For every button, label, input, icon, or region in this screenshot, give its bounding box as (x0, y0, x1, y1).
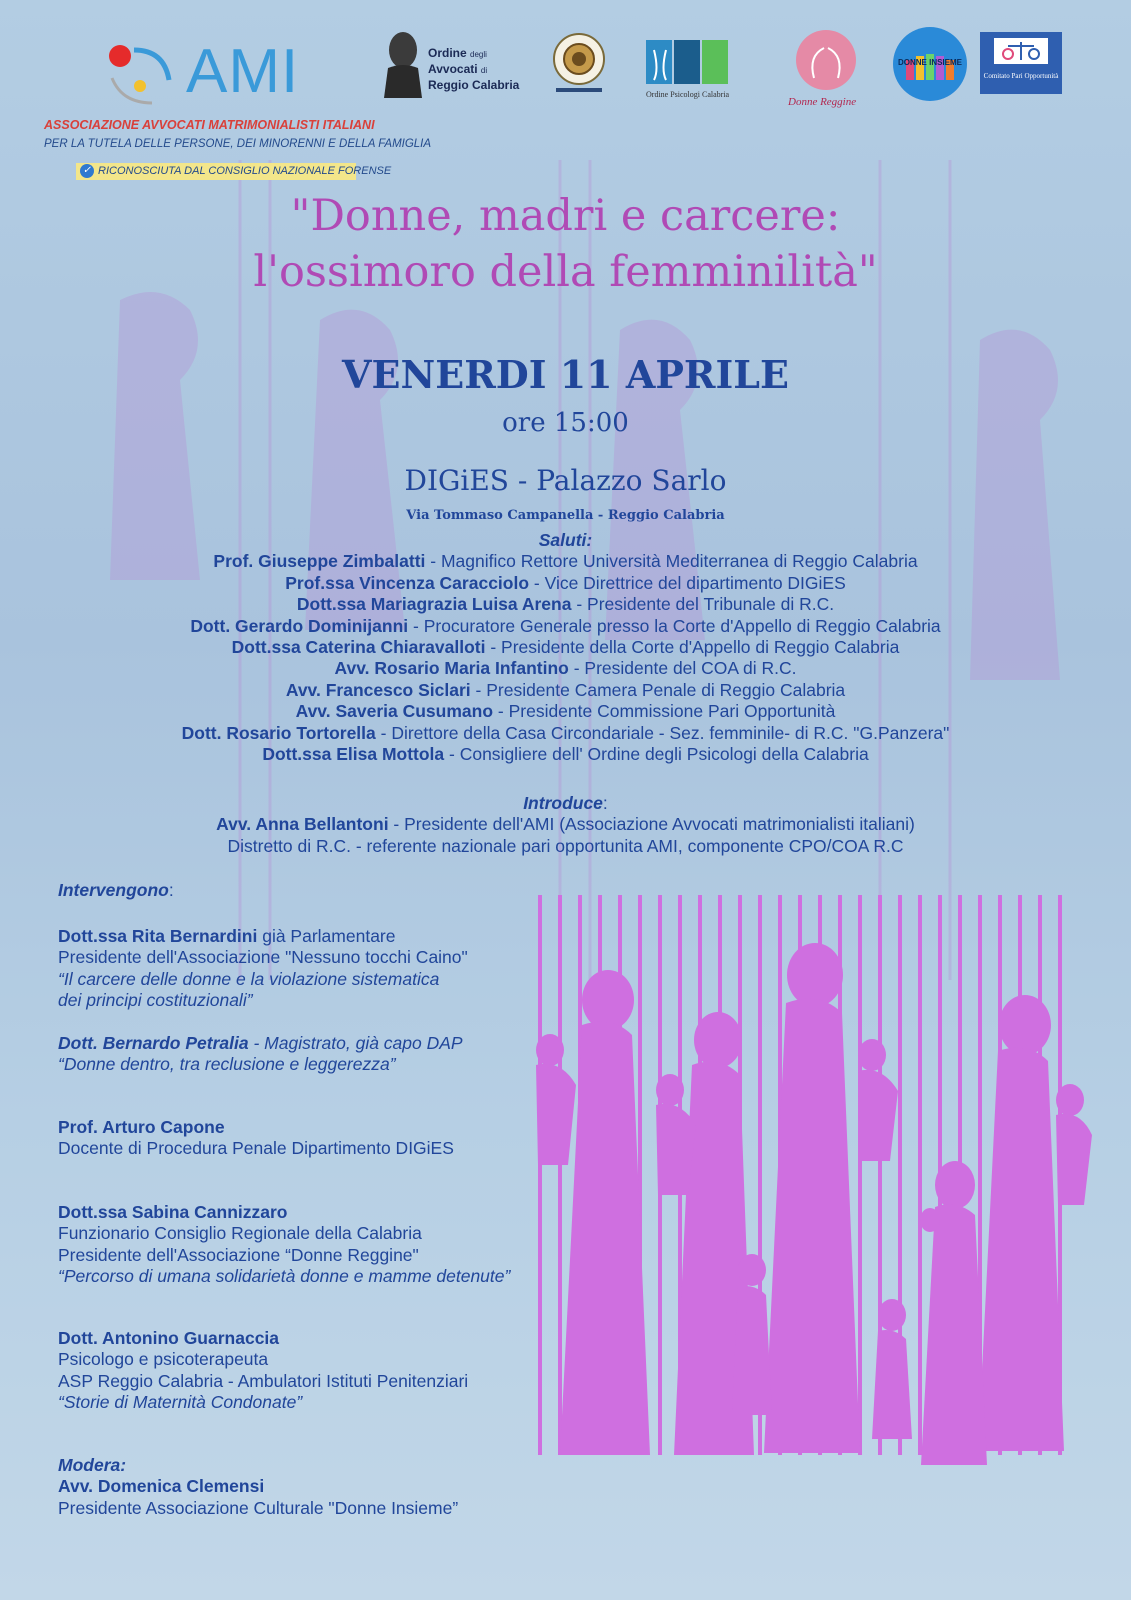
speaker-block (58, 1328, 598, 1414)
saluti-item (0, 723, 1131, 744)
psicologi-logo (646, 40, 746, 99)
modera-block (58, 1455, 598, 1519)
saluti-item (0, 594, 1131, 615)
ami-logo-text: AMI (186, 37, 300, 106)
speaker-talk: “Storie di Maternità Condonate” (58, 1392, 303, 1413)
speaker-role: Presidente dell'Associazione “Donne Reggine" (58, 1244, 419, 1265)
scales-icon (980, 32, 1062, 68)
modera-heading: Modera: (58, 1455, 127, 1475)
ami-badge-text: RICONOSCIUTA DAL CONSIGLIO NAZIONALE FORENSE (98, 165, 392, 177)
speaker-name: Dott. Antonino Guarnaccia (58, 1328, 280, 1348)
saluti-role: - Consigliere dell' Ordine degli Psicologi della Calabria (444, 744, 869, 765)
saluti-role: - Direttore della Casa Circondariale - Sez. femminile- di R.C. "G.Panzera" (375, 722, 950, 743)
pari-opportunita-logo (980, 32, 1062, 94)
intervengono-heading: Intervengono (58, 880, 169, 900)
speaker-block (58, 1202, 598, 1288)
event-date: VENERDI 11 APRILE (342, 352, 789, 397)
saluti-item (0, 637, 1131, 658)
speaker-block (58, 926, 598, 1012)
modera-role: Presidente Associazione Culturale "Donne Insieme” (58, 1497, 459, 1518)
saluti-role: - Presidente della Corte d'Appello di Reggio Calabria (485, 637, 900, 658)
saluti-item (0, 551, 1131, 572)
speaker-suffix: - Magistrato, già capo DAP (248, 1033, 463, 1053)
speaker-name: Dott.ssa Rita Bernardini (58, 926, 258, 946)
saluti-role: - Vice Direttrice del dipartimento DIGiES (529, 572, 846, 593)
introduce-section (0, 793, 1131, 857)
saluti-role: - Presidente del Tribunale di R.C. (571, 594, 835, 615)
title-line-2: l'ossimoro della femminilità" (253, 247, 878, 297)
speaker-block (58, 1117, 598, 1160)
university-seal-icon (552, 32, 606, 96)
saluti-role: - Presidente del COA di R.C. (568, 658, 797, 679)
ordine-line2-small: di (480, 66, 488, 75)
check-icon: ✓ (80, 164, 94, 178)
ordine-avvocati-logo (384, 28, 534, 108)
event-title (0, 188, 1131, 300)
title-line-1: "Donne, madri e carcere: (290, 191, 841, 241)
donne-reggine-icon (794, 28, 858, 92)
ami-tagline: PER LA TUTELA DELLE PERSONE, DEI MINORENNI E DELLA FAMIGLIA (44, 138, 432, 150)
ordine-line1: Ordine (428, 46, 467, 60)
saluti-name: Dott.ssa Caterina Chiaravalloti (231, 637, 486, 658)
saluti-name: Avv. Saveria Cusumano (295, 701, 494, 722)
saluti-name: Dott.ssa Mariagrazia Luisa Arena (296, 594, 572, 615)
speaker-role: Docente di Procedura Penale Dipartimento DIGiES (58, 1138, 454, 1159)
speaker-role: Presidente dell'Associazione "Nessuno tocchi Caino" (58, 947, 468, 968)
saluti-item (0, 680, 1131, 701)
introduce-role-line-2: Distretto di R.C. - referente nazionale pari opportunita AMI, componente CPO/COA R.C (227, 835, 904, 856)
speaker-role: Funzionario Consiglio Regionale della Calabria (58, 1223, 422, 1244)
donne-insieme-logo (892, 26, 968, 106)
psicologi-icon (646, 40, 730, 84)
saluti-name: Prof.ssa Vincenza Caracciolo (285, 572, 530, 593)
header-logos (0, 18, 1131, 178)
introduce-colon: : (602, 793, 608, 813)
intervengono-colon: : (168, 880, 174, 900)
speaker-name: Dott. Bernardo Petralia (58, 1033, 249, 1053)
psicologi-text: Ordine Psicologi Calabria (646, 90, 730, 99)
introduce-name: Avv. Anna Bellantoni (216, 814, 389, 835)
introduce-heading: Introduce (523, 793, 603, 813)
saluti-role: - Presidente Camera Penale di Reggio Calabria (470, 679, 846, 700)
saluti-role: - Procuratore Generale presso la Corte d'Appello di Reggio Calabria (408, 615, 941, 636)
speaker-talk: dei principi costituzionali” (58, 990, 253, 1011)
saluti-section (0, 530, 1131, 765)
mothers-behind-bars-illustration (520, 895, 1100, 1515)
ami-logo (36, 28, 432, 183)
ordine-line1-small: degli (470, 50, 487, 59)
saluti-name: Avv. Francesco Siclari (285, 679, 471, 700)
event-address: Via Tommaso Campanella - Reggio Calabria (406, 508, 725, 523)
saluti-name: Dott.ssa Elisa Mottola (262, 744, 445, 765)
saluti-name: Prof. Giuseppe Zimbalatti (213, 551, 426, 572)
ordine-line2: Avvocati (428, 62, 478, 76)
speaker-name: Dott.ssa Sabina Cannizzaro (58, 1202, 288, 1222)
ami-emblem-icon (104, 38, 184, 108)
saluti-item (0, 658, 1131, 679)
speaker-talk: “Percorso di umana solidarietà donne e mamme detenute” (58, 1266, 511, 1287)
speaker-role: Psicologo e psicoterapeuta (58, 1349, 269, 1370)
speaker-talk: “Il carcere delle donne e la violazione sistematica (58, 968, 440, 989)
speaker-role: ASP Reggio Calabria - Ambulatori Istituti Penitenziari (58, 1370, 469, 1391)
saluti-name: Avv. Rosario Maria Infantino (334, 658, 569, 679)
ami-recognition-badge (76, 163, 392, 180)
saluti-item (0, 701, 1131, 722)
ordine-line3: Reggio Calabria (428, 78, 520, 92)
donne-insieme-text: DONNE INSIEME (897, 58, 962, 67)
bust-icon (384, 28, 422, 98)
speaker-talk: “Donne dentro, tra reclusione e leggerezza” (58, 1054, 396, 1075)
pari-opportunita-text: Comitato Pari Opportunità (983, 72, 1059, 80)
mediterranea-seal (552, 32, 606, 100)
saluti-item (0, 616, 1131, 637)
speaker-suffix: già Parlamentare (257, 926, 396, 946)
introduce-role-line-1: - Presidente dell'AMI (Associazione Avvocati matrimonialisti italiani) (388, 814, 915, 835)
saluti-role: - Magnifico Rettore Università Mediterranea di Reggio Calabria (425, 551, 918, 572)
modera-name: Avv. Domenica Clemensi (58, 1476, 265, 1497)
ami-subtitle: ASSOCIAZIONE AVVOCATI MATRIMONIALISTI ITALIANI (44, 118, 375, 132)
saluti-heading: Saluti: (538, 530, 593, 550)
speaker-block (58, 1033, 598, 1076)
saluti-name: Dott. Gerardo Dominijanni (190, 615, 409, 636)
speaker-name: Prof. Arturo Capone (58, 1117, 225, 1137)
saluti-item (0, 573, 1131, 594)
saluti-name: Dott. Rosario Tortorella (181, 722, 376, 743)
event-time: ore 15:00 (502, 408, 629, 438)
event-venue: DIGiES - Palazzo Sarlo (404, 464, 727, 497)
donne-reggine-logo (786, 28, 876, 108)
saluti-item (0, 744, 1131, 765)
saluti-role: - Presidente Commissione Pari Opportunità (493, 701, 836, 722)
donne-reggine-text: Donne Reggine (788, 96, 857, 108)
